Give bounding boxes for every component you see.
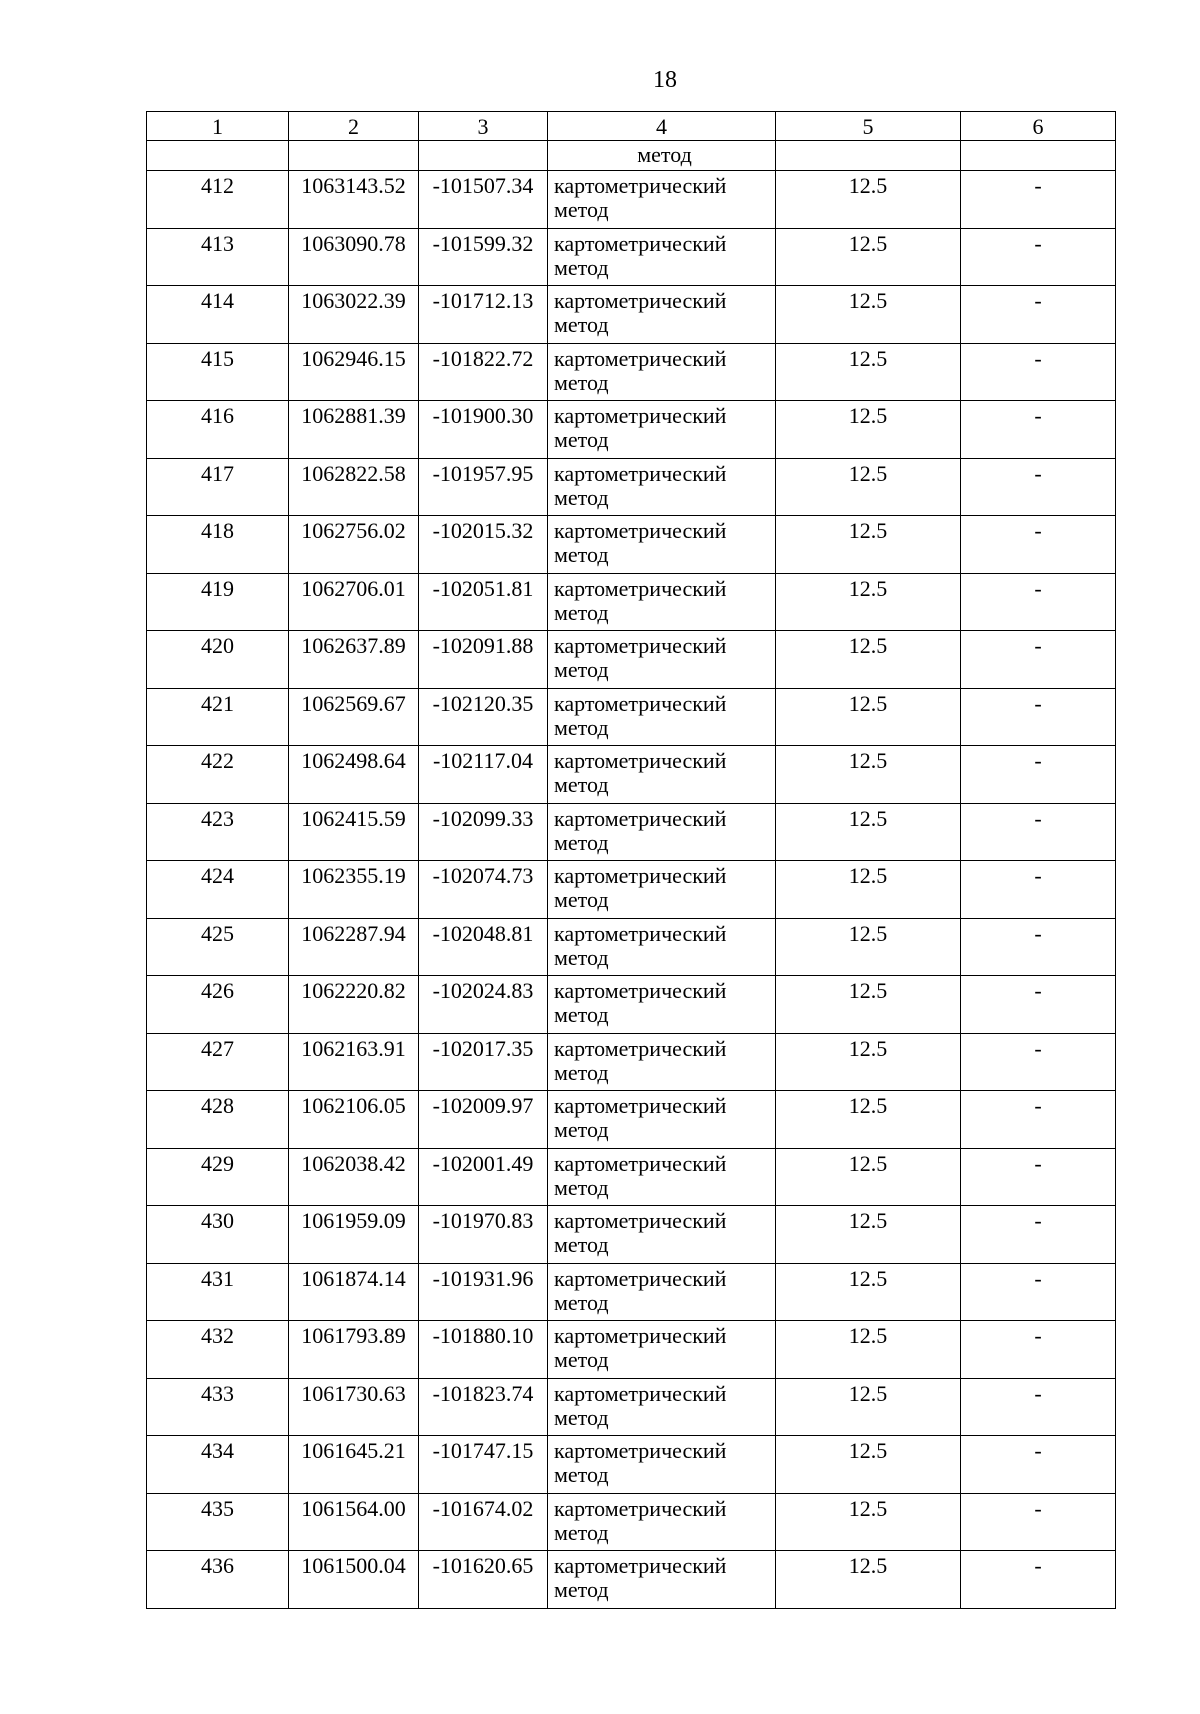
table-row [147, 1436, 1116, 1494]
method-line-2: метод [554, 1462, 609, 1487]
continuation-cell-x [289, 141, 419, 171]
note-cell: - [961, 343, 1116, 401]
method-cell [548, 401, 776, 459]
point-number-cell: 421 [147, 688, 289, 746]
method-line-1: картометрический [554, 518, 727, 543]
method-line-1: картометрический [554, 1495, 727, 1521]
accuracy-cell: 12.5 [776, 343, 961, 401]
x-coordinate-cell: 1062822.58 [289, 458, 419, 516]
method-line-2: метод [554, 1289, 609, 1315]
note-cell: - [961, 918, 1116, 976]
y-coordinate-cell: -101880.10 [419, 1321, 548, 1379]
x-coordinate-cell: 1062163.91 [289, 1033, 419, 1091]
column-header-6: 6 [961, 112, 1116, 141]
y-coordinate-cell: -101620.65 [419, 1551, 548, 1609]
point-number-cell: 432 [147, 1321, 289, 1379]
note-cell: - [961, 458, 1116, 516]
coordinates-table [146, 111, 1116, 1609]
method-line-2: метод [554, 1002, 609, 1027]
column-header-1: 1 [147, 112, 289, 141]
accuracy-cell: 12.5 [776, 976, 961, 1034]
continuation-cell-y [419, 141, 548, 171]
point-number-cell: 412 [147, 171, 289, 229]
point-number-cell: 424 [147, 861, 289, 919]
method-cell [548, 343, 776, 401]
point-number-cell: 426 [147, 976, 289, 1034]
method-cell [548, 1091, 776, 1149]
method-cell [548, 1378, 776, 1436]
x-coordinate-cell: 1061645.21 [289, 1436, 419, 1494]
accuracy-cell: 12.5 [776, 803, 961, 861]
accuracy-cell: 12.5 [776, 1436, 961, 1494]
note-cell: - [961, 1033, 1116, 1091]
accuracy-cell: 12.5 [776, 1091, 961, 1149]
table-row [147, 1206, 1116, 1264]
accuracy-cell: 12.5 [776, 1206, 961, 1264]
note-cell: - [961, 1436, 1116, 1494]
accuracy-cell: 12.5 [776, 458, 961, 516]
point-number-cell: 414 [147, 286, 289, 344]
method-cell [548, 803, 776, 861]
note-cell: - [961, 171, 1116, 229]
method-line-1: картометрический [554, 1323, 727, 1348]
method-cell [548, 1148, 776, 1206]
method-line-1: картометрический [554, 633, 727, 658]
table-row [147, 343, 1116, 401]
method-cell [548, 1436, 776, 1494]
method-line-2: метод [554, 944, 609, 970]
method-line-2: метод [554, 657, 609, 682]
x-coordinate-cell: 1063143.52 [289, 171, 419, 229]
method-line-1: картометрический [554, 1035, 727, 1061]
x-coordinate-cell: 1062415.59 [289, 803, 419, 861]
continuation-row [147, 141, 1116, 171]
method-line-2: метод [554, 714, 609, 740]
method-line-2: метод [554, 599, 609, 625]
y-coordinate-cell: -102074.73 [419, 861, 548, 919]
point-number-cell: 418 [147, 516, 289, 574]
note-cell: - [961, 1206, 1116, 1264]
table-row [147, 976, 1116, 1034]
method-line-2: метод [554, 1347, 609, 1372]
method-line-1: картометрический [554, 173, 727, 198]
continuation-cell-note [961, 141, 1116, 171]
x-coordinate-cell: 1062881.39 [289, 401, 419, 459]
accuracy-cell: 12.5 [776, 1033, 961, 1091]
method-cell [548, 746, 776, 804]
x-coordinate-cell: 1062287.94 [289, 918, 419, 976]
point-number-cell: 430 [147, 1206, 289, 1264]
method-line-1: картометрический [554, 345, 727, 371]
method-line-2: метод [554, 772, 609, 797]
method-cell [548, 1321, 776, 1379]
y-coordinate-cell: -102120.35 [419, 688, 548, 746]
x-coordinate-cell: 1062498.64 [289, 746, 419, 804]
y-coordinate-cell: -102099.33 [419, 803, 548, 861]
point-number-cell: 417 [147, 458, 289, 516]
method-line-1: картометрический [554, 230, 727, 256]
point-number-cell: 423 [147, 803, 289, 861]
y-coordinate-cell: -101823.74 [419, 1378, 548, 1436]
accuracy-cell: 12.5 [776, 1321, 961, 1379]
point-number-cell: 413 [147, 228, 289, 286]
accuracy-cell: 12.5 [776, 573, 961, 631]
method-line-1: картометрический [554, 1208, 727, 1233]
y-coordinate-cell: -101599.32 [419, 228, 548, 286]
table-row [147, 1091, 1116, 1149]
x-coordinate-cell: 1062569.67 [289, 688, 419, 746]
note-cell: - [961, 1263, 1116, 1321]
accuracy-cell: 12.5 [776, 1263, 961, 1321]
table-row [147, 1263, 1116, 1321]
method-line-2: метод [554, 484, 609, 510]
method-line-2: метод [554, 312, 609, 337]
table-row [147, 746, 1116, 804]
note-cell: - [961, 1551, 1116, 1609]
method-line-2: метод [554, 1404, 609, 1430]
point-number-cell: 433 [147, 1378, 289, 1436]
column-header-5: 5 [776, 112, 961, 141]
note-cell: - [961, 516, 1116, 574]
method-cell [548, 573, 776, 631]
y-coordinate-cell: -101674.02 [419, 1493, 548, 1551]
method-line-1: картометрический [554, 288, 727, 313]
continuation-cell-accuracy [776, 141, 961, 171]
note-cell: - [961, 803, 1116, 861]
table-row [147, 171, 1116, 229]
y-coordinate-cell: -101970.83 [419, 1206, 548, 1264]
x-coordinate-cell: 1062106.05 [289, 1091, 419, 1149]
method-cell [548, 228, 776, 286]
method-cell [548, 286, 776, 344]
x-coordinate-cell: 1062220.82 [289, 976, 419, 1034]
table-row [147, 1321, 1116, 1379]
method-line-2: метод [554, 829, 609, 855]
note-cell: - [961, 286, 1116, 344]
continuation-cell-num [147, 141, 289, 171]
method-cell [548, 171, 776, 229]
column-header-3: 3 [419, 112, 548, 141]
point-number-cell: 434 [147, 1436, 289, 1494]
method-line-1: картометрический [554, 690, 727, 716]
method-cell [548, 1263, 776, 1321]
x-coordinate-cell: 1061564.00 [289, 1493, 419, 1551]
table-row [147, 573, 1116, 631]
y-coordinate-cell: -101747.15 [419, 1436, 548, 1494]
accuracy-cell: 12.5 [776, 918, 961, 976]
method-line-2: метод [554, 197, 609, 222]
table-row [147, 1493, 1116, 1551]
table-row [147, 228, 1116, 286]
accuracy-cell: 12.5 [776, 1493, 961, 1551]
method-cell [548, 1206, 776, 1264]
method-line-1: картометрический [554, 460, 727, 486]
method-line-1: картометрический [554, 1093, 727, 1118]
point-number-cell: 416 [147, 401, 289, 459]
x-coordinate-cell: 1061500.04 [289, 1551, 419, 1609]
coordinates-table-body [147, 112, 1116, 1609]
method-line-1: картометрический [554, 1265, 727, 1291]
accuracy-cell: 12.5 [776, 171, 961, 229]
method-line-1: картометрический [554, 748, 727, 773]
y-coordinate-cell: -102015.32 [419, 516, 548, 574]
method-line-1: картометрический [554, 575, 727, 601]
note-cell: - [961, 228, 1116, 286]
page-number: 18 [653, 67, 677, 93]
note-cell: - [961, 746, 1116, 804]
method-line-1: картометрический [554, 1438, 727, 1463]
y-coordinate-cell: -101931.96 [419, 1263, 548, 1321]
table-row [147, 516, 1116, 574]
table-row [147, 861, 1116, 919]
method-cell [548, 458, 776, 516]
accuracy-cell: 12.5 [776, 861, 961, 919]
note-cell: - [961, 976, 1116, 1034]
method-line-2: метод [554, 427, 609, 452]
accuracy-cell: 12.5 [776, 516, 961, 574]
note-cell: - [961, 861, 1116, 919]
table-row [147, 401, 1116, 459]
accuracy-cell: 12.5 [776, 688, 961, 746]
table-header-row [147, 112, 1116, 141]
x-coordinate-cell: 1062355.19 [289, 861, 419, 919]
continuation-method-cell: метод [548, 141, 776, 171]
method-line-2: метод [554, 369, 609, 395]
note-cell: - [961, 1148, 1116, 1206]
method-line-1: картометрический [554, 1553, 727, 1578]
method-line-1: картометрический [554, 1150, 727, 1176]
x-coordinate-cell: 1062756.02 [289, 516, 419, 574]
y-coordinate-cell: -101507.34 [419, 171, 548, 229]
x-coordinate-cell: 1061793.89 [289, 1321, 419, 1379]
point-number-cell: 428 [147, 1091, 289, 1149]
accuracy-cell: 12.5 [776, 1551, 961, 1609]
note-cell: - [961, 631, 1116, 689]
accuracy-cell: 12.5 [776, 228, 961, 286]
x-coordinate-cell: 1062706.01 [289, 573, 419, 631]
point-number-cell: 427 [147, 1033, 289, 1091]
method-line-2: метод [554, 1174, 609, 1200]
y-coordinate-cell: -102091.88 [419, 631, 548, 689]
point-number-cell: 429 [147, 1148, 289, 1206]
y-coordinate-cell: -102017.35 [419, 1033, 548, 1091]
point-number-cell: 425 [147, 918, 289, 976]
method-cell [548, 1493, 776, 1551]
accuracy-cell: 12.5 [776, 746, 961, 804]
method-cell [548, 1033, 776, 1091]
table-row [147, 1378, 1116, 1436]
method-cell [548, 1551, 776, 1609]
method-line-2: метод [554, 887, 609, 912]
y-coordinate-cell: -102051.81 [419, 573, 548, 631]
method-line-2: метод [554, 1059, 609, 1085]
column-header-4: 4 [548, 112, 776, 141]
x-coordinate-cell: 1063022.39 [289, 286, 419, 344]
accuracy-cell: 12.5 [776, 286, 961, 344]
point-number-cell: 436 [147, 1551, 289, 1609]
method-cell [548, 918, 776, 976]
table-row [147, 688, 1116, 746]
point-number-cell: 431 [147, 1263, 289, 1321]
method-line-2: метод [554, 254, 609, 280]
method-cell [548, 976, 776, 1034]
y-coordinate-cell: -101957.95 [419, 458, 548, 516]
y-coordinate-cell: -102048.81 [419, 918, 548, 976]
note-cell: - [961, 1493, 1116, 1551]
method-line-1: картометрический [554, 805, 727, 831]
note-cell: - [961, 573, 1116, 631]
y-coordinate-cell: -102024.83 [419, 976, 548, 1034]
method-cell [548, 516, 776, 574]
table-row [147, 918, 1116, 976]
note-cell: - [961, 1321, 1116, 1379]
note-cell: - [961, 688, 1116, 746]
method-line-1: картометрический [554, 978, 727, 1003]
column-header-2: 2 [289, 112, 419, 141]
y-coordinate-cell: -101712.13 [419, 286, 548, 344]
point-number-cell: 422 [147, 746, 289, 804]
accuracy-cell: 12.5 [776, 1148, 961, 1206]
note-cell: - [961, 1378, 1116, 1436]
y-coordinate-cell: -102009.97 [419, 1091, 548, 1149]
x-coordinate-cell: 1061874.14 [289, 1263, 419, 1321]
note-cell: - [961, 401, 1116, 459]
note-cell: - [961, 1091, 1116, 1149]
y-coordinate-cell: -101822.72 [419, 343, 548, 401]
point-number-cell: 415 [147, 343, 289, 401]
table-row [147, 631, 1116, 689]
point-number-cell: 435 [147, 1493, 289, 1551]
table-row [147, 458, 1116, 516]
table-row [147, 1148, 1116, 1206]
y-coordinate-cell: -101900.30 [419, 401, 548, 459]
method-line-1: картометрический [554, 1380, 727, 1406]
table-row [147, 1033, 1116, 1091]
table-row [147, 803, 1116, 861]
y-coordinate-cell: -102117.04 [419, 746, 548, 804]
method-line-1: картометрический [554, 863, 727, 888]
method-line-1: картометрический [554, 403, 727, 428]
point-number-cell: 420 [147, 631, 289, 689]
table-row [147, 286, 1116, 344]
accuracy-cell: 12.5 [776, 401, 961, 459]
x-coordinate-cell: 1061730.63 [289, 1378, 419, 1436]
method-cell [548, 861, 776, 919]
method-line-2: метод [554, 1117, 609, 1142]
x-coordinate-cell: 1063090.78 [289, 228, 419, 286]
x-coordinate-cell: 1062946.15 [289, 343, 419, 401]
method-cell [548, 631, 776, 689]
point-number-cell: 419 [147, 573, 289, 631]
x-coordinate-cell: 1062637.89 [289, 631, 419, 689]
method-line-2: метод [554, 1232, 609, 1257]
x-coordinate-cell: 1062038.42 [289, 1148, 419, 1206]
method-line-2: метод [554, 1577, 609, 1602]
accuracy-cell: 12.5 [776, 631, 961, 689]
table-row [147, 1551, 1116, 1609]
method-line-2: метод [554, 1519, 609, 1545]
y-coordinate-cell: -102001.49 [419, 1148, 548, 1206]
method-cell [548, 688, 776, 746]
x-coordinate-cell: 1061959.09 [289, 1206, 419, 1264]
accuracy-cell: 12.5 [776, 1378, 961, 1436]
method-line-1: картометрический [554, 920, 727, 946]
method-line-2: метод [554, 542, 609, 567]
